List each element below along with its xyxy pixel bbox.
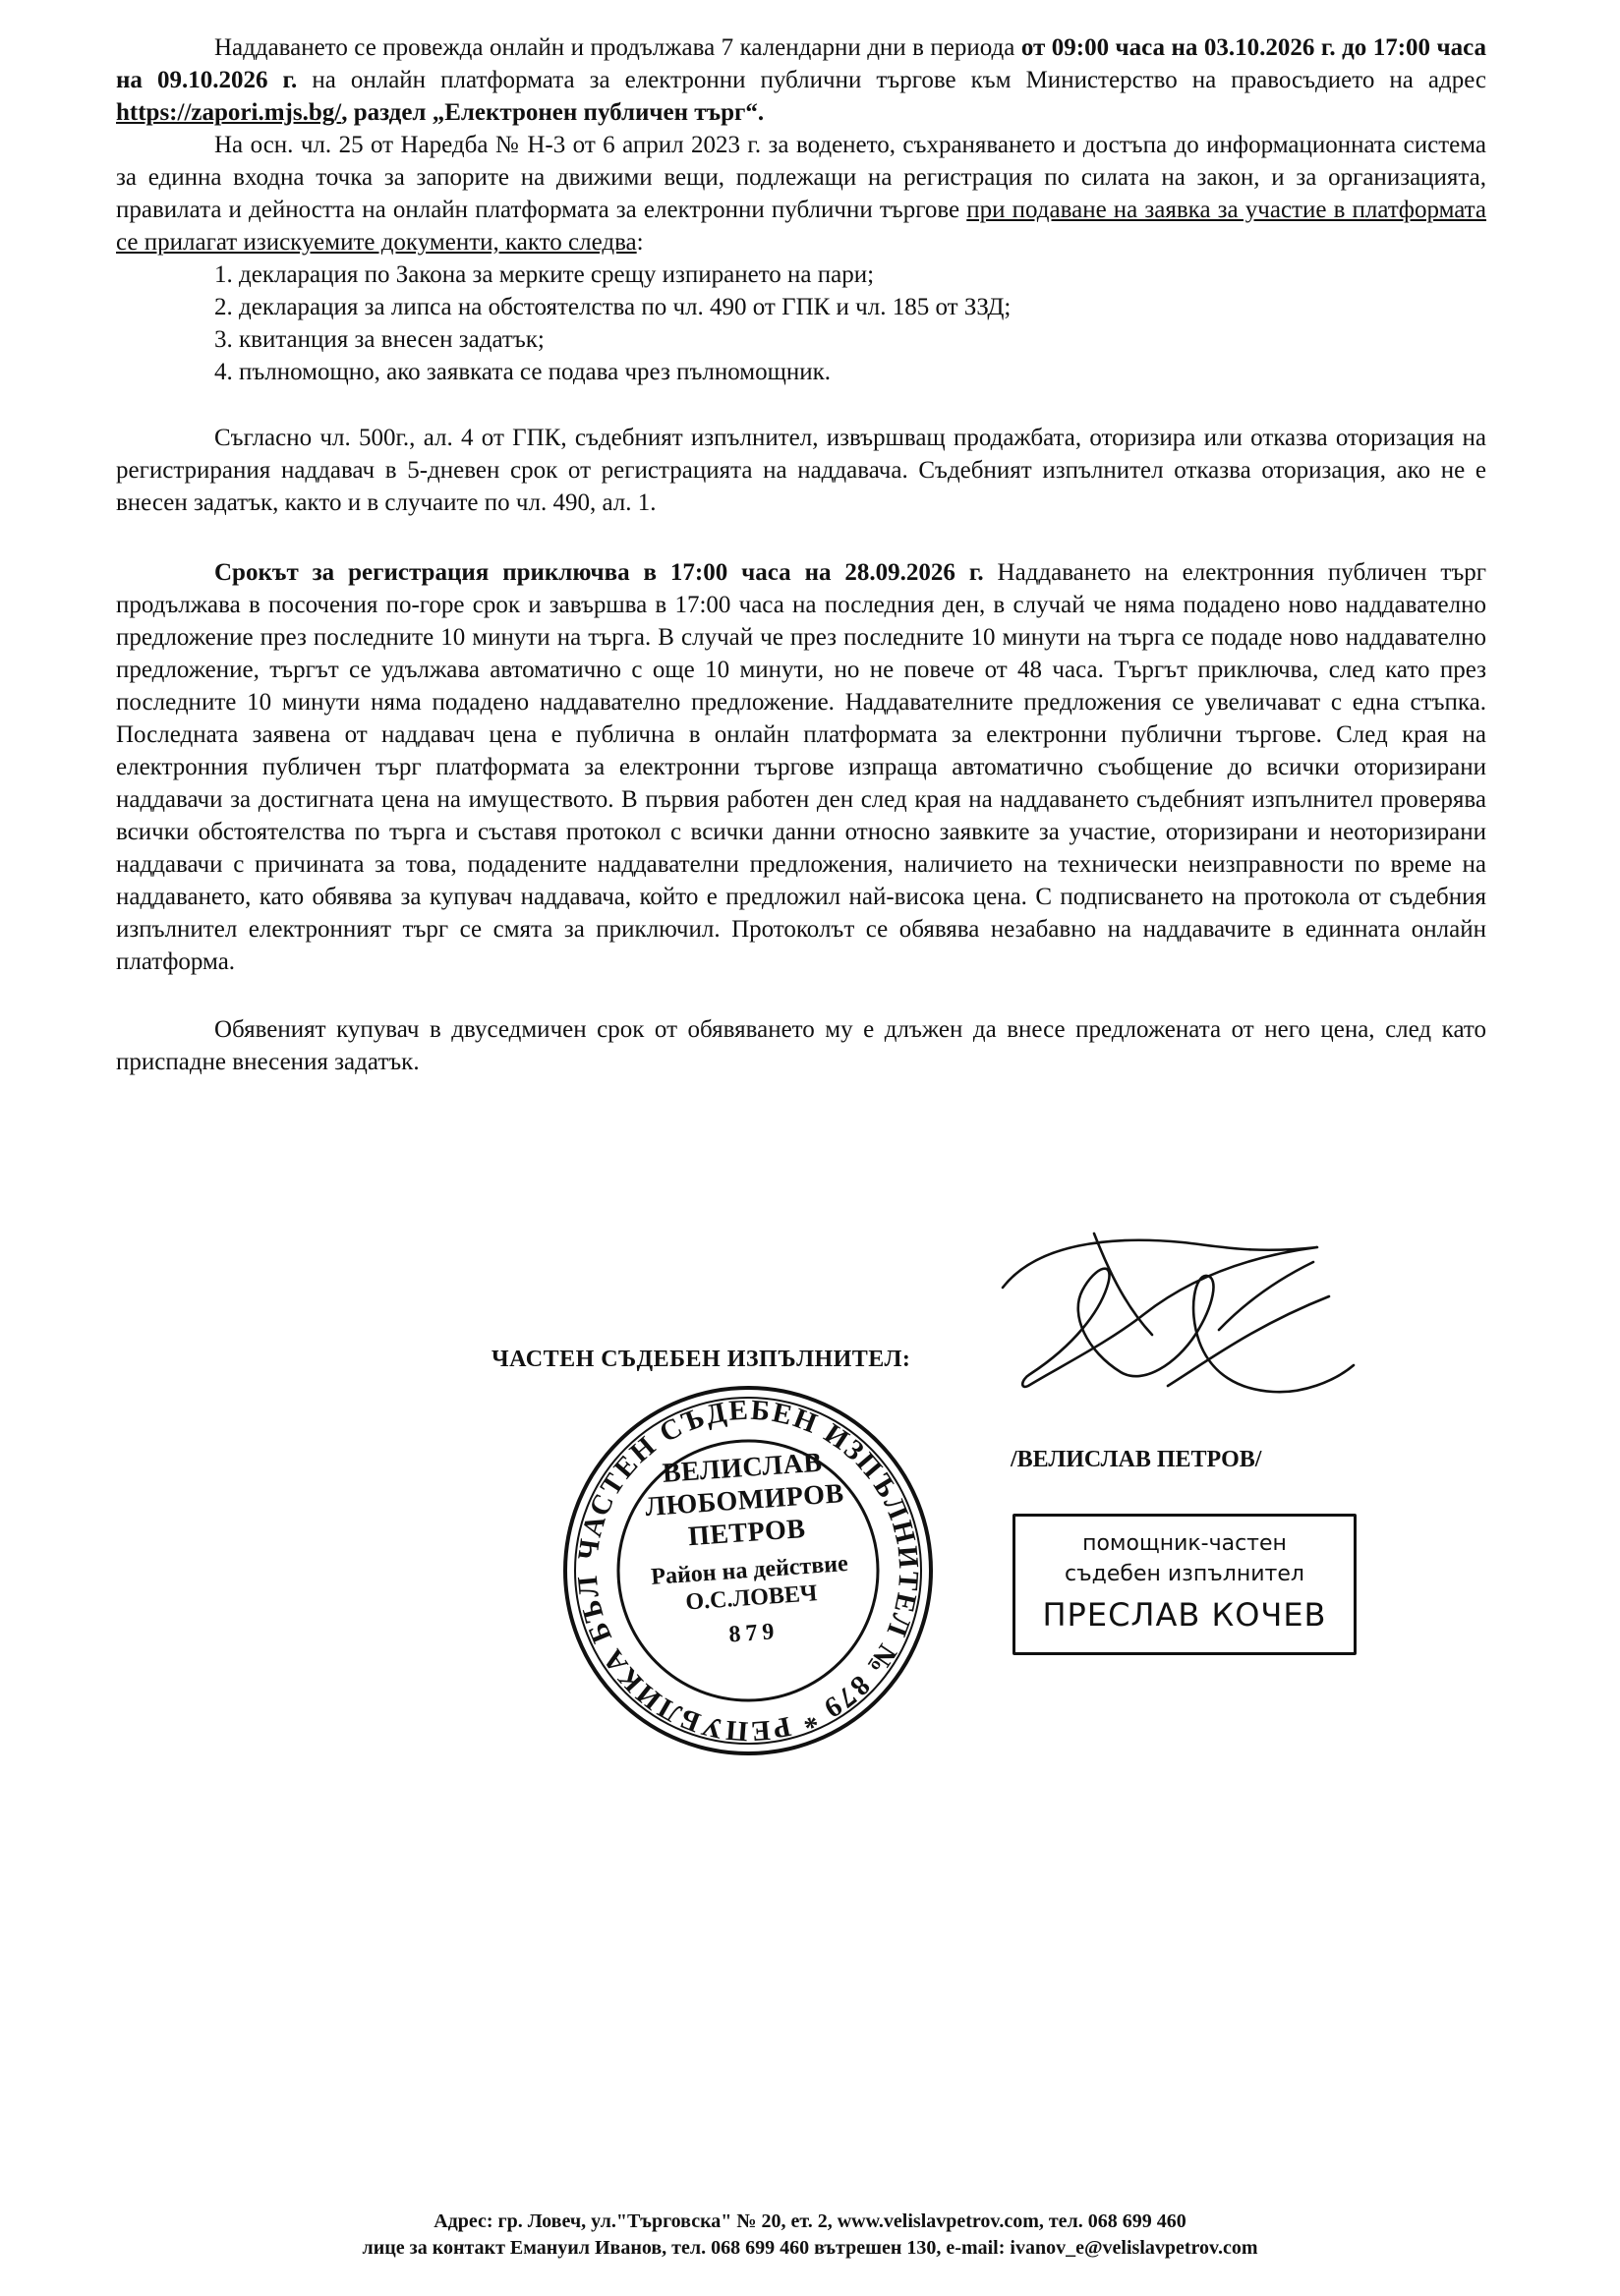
paragraph-spacer (116, 519, 1486, 556)
auction-period-dates: от 09:00 часа на 03.10.2026 г. до 17:00 часа на 09.10.2026 г. (116, 34, 1486, 93)
auction-period-text: Наддаването се провежда онлайн и продължава 7 календарни дни в периода (214, 34, 1021, 61)
seal-number: 879 (727, 1619, 781, 1648)
assistant-stamp-line: съдебен изпълнител (1065, 1562, 1304, 1586)
enforcement-agent-name: /ВЕЛИСЛАВ ПЕТРОВ/ (1011, 1447, 1262, 1472)
official-round-seal (558, 1381, 938, 1760)
footer-contact-line: лице за контакт Емануил Иванов, тел. 068 699 460 вътрешен 130, e-mail: ivanov_e@velislavpetrov.com (362, 2237, 1258, 2259)
colon-mark: : (636, 229, 644, 256)
regulation-text: На осн. чл. 25 от Наредба № Н-3 от 6 април 2023 г. за воденето, съхраняването и достъпа до информационната система за единна входна точка за запорите на движими вещи, подлежащи на регистрация по силата на закон, и за организацията, правилата и дейността на онлайн платформата за електронни публични търгове (116, 132, 1486, 223)
assistant-stamp-line: помощник-частен (1082, 1531, 1287, 1556)
auction-rules-text: Наддаването на електронния публичен търг продължава в посочения по-горе срок и завършва в 17:00 часа на последния ден, в случай че няма подадено ново наддавателно предложение през последните 10 минути на търга. В случай че през последните 10 минути на търга се подаде ново наддавателно предложение, търгът се удължава автоматично с още 10 минути, но не повече от 48 часа. Търгът приключва, след като през последните 10 минути няма подадено наддавателно предложение. Наддавателните предложения се увеличават с една стъпка. Последната заявена от наддавач цена е публична в онлайн платформата за електронни публични търгове. След края на електронния публичен търг платформата за електронни търгове изпраща автоматично съобщение до всички оторизирани наддавачи за достигната цена на имуществото. В първия работен ден след края на наддаването съдебният изпълнител проверява всички обстоятелства по търга и съставя протокол с всички данни относно заявките за участие, оторизирани и неоторизирани наддавачи с причината за това, подадените наддавателни предложения, наличието на технически неизправности по време на наддаването, като обявява за купувач наддавача, който е предложил най-висока цена. С подписването на протокола от съдебния изпълнител електронният търг се смята за приключил. Протоколът се обявява незабавно на наддавачите в единната онлайн платформа. (116, 559, 1486, 975)
handwritten-signature (993, 1219, 1366, 1415)
seal-center-text (604, 1442, 892, 1656)
registration-deadline-paragraph (116, 556, 1486, 978)
assistant-rectangular-stamp (1012, 1514, 1357, 1655)
auction-period-paragraph (116, 31, 1486, 129)
authorization-paragraph: Съгласно чл. 500г., ал. 4 от ГПК, съдебният изпълнител, извършващ продажбата, оторизира или отказва оторизация на регистрирания наддавач в 5-дневен срок от регистрацията на наддавача. Съдебният изпълнител отказва оторизация, ако не е внесен задатък, както и в случаите по чл. 490, ал. 1. (116, 425, 1486, 516)
private-enforcement-agent-title: ЧАСТЕН СЪДЕБЕН ИЗПЪЛНИТЕЛ: (492, 1347, 911, 1372)
seal-district: Район на действие (650, 1550, 849, 1590)
paragraph-end-dot: . (757, 99, 765, 126)
electronic-auction-section: , раздел „Електронен публичен търг“ (341, 99, 758, 126)
seal-name-line: ПЕТРОВ (687, 1513, 807, 1553)
document-list-item: 1. декларация по Закона за мерките срещу изпирането на пари; (214, 261, 875, 288)
document-footer (147, 2209, 1473, 2262)
required-documents-underlined: при подаване на заявка за участие в платформата се прилагат изискуемите документи, както следва (116, 197, 1487, 256)
buyer-payment-paragraph: Обявеният купувач в двуседмичен срок от обявяването му е длъжен да внесе предложената от него цена, след като приспадне внесения задатък. (116, 1016, 1486, 1075)
auction-platform-text: на онлайн платформата за електронни публични търгове към Министерство на правосъдието на адрес (297, 67, 1487, 93)
seal-name-line: ЛЮБОМИРОВ (644, 1478, 845, 1523)
paragraph-spacer (116, 978, 1486, 1013)
paragraph-spacer (116, 388, 1486, 422)
seal-town: О.С.ЛОВЕЧ (684, 1580, 819, 1616)
document-list-item: 2. декларация за липса на обстоятелства по чл. 490 от ГПК и чл. 185 от ЗЗД; (214, 294, 1012, 320)
seal-outer-text: ЧАСТЕН СЪДЕБЕН ИЗПЪЛНИТЕЛ № 879 * РЕПУБЛИКА БЪЛ (571, 1394, 925, 1748)
document-list-item: 4. пълномощно, ако заявката се подава чрез пълномощник. (214, 359, 831, 385)
registration-deadline-bold: Срокът за регистрация приключва в 17:00 часа на 28.09.2026 г. (214, 559, 984, 586)
required-documents-paragraph (116, 129, 1486, 258)
footer-address-line: Адрес: гр. Ловеч, ул."Търговска" № 20, ет. 2, www.velislavpetrov.com, тел. 068 699 460 (434, 2210, 1186, 2232)
zapori-url-link[interactable]: https://zapori.mjs.bg/ (116, 99, 342, 126)
document-list-item: 3. квитанция за внесен задатък; (214, 326, 545, 353)
assistant-stamp-name: ПРЕСЛАВ КОЧЕВ (1042, 1596, 1327, 1634)
required-documents-list (214, 258, 1486, 388)
document-body (116, 31, 1486, 1078)
seal-name-line: ВЕЛИСЛАВ (661, 1447, 824, 1489)
